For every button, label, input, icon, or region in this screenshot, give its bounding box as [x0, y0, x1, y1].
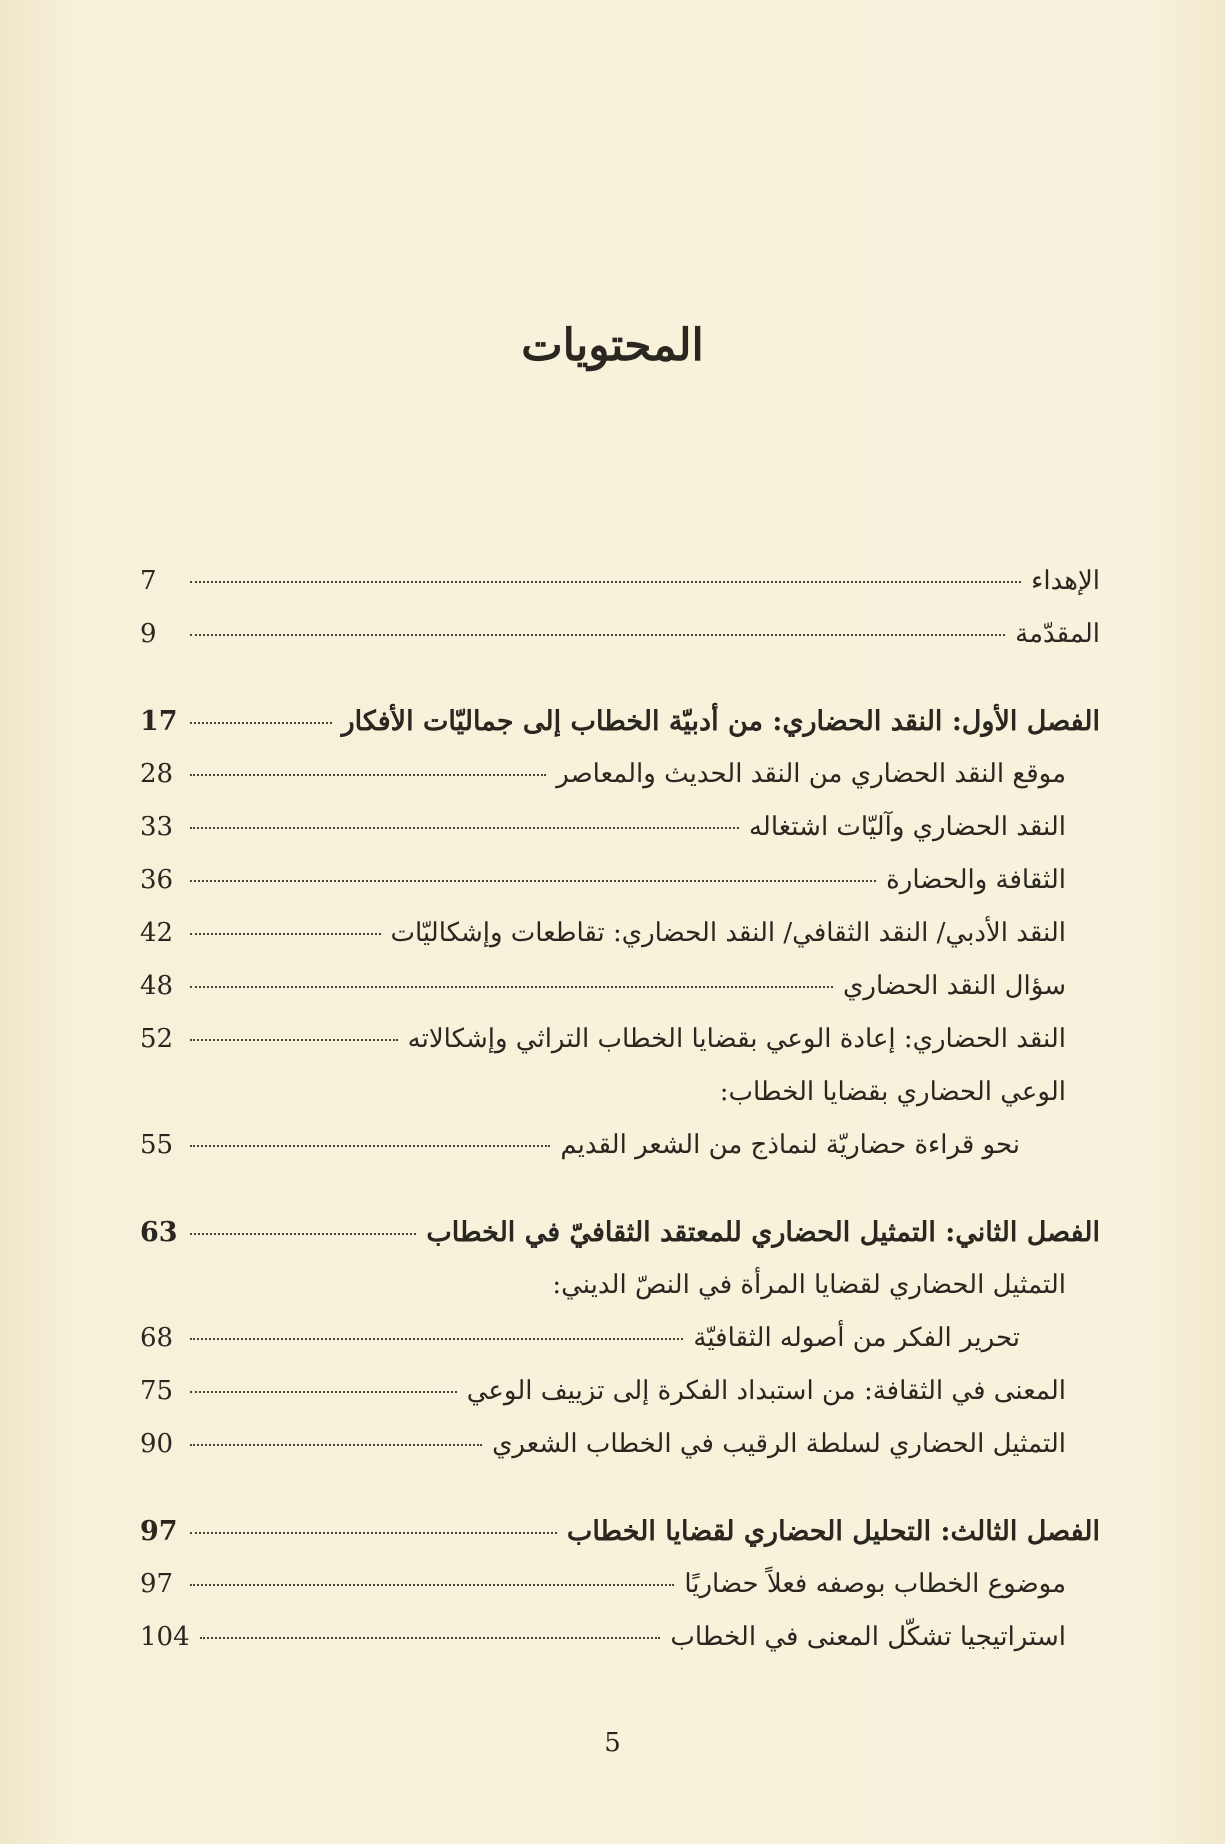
toc-entry-title: الفصل الأول: النقد الحضاري: من أدبيّة الخطاب إلى جماليّات الأفكار: [341, 706, 1100, 737]
toc-chapter-entry: [140, 695, 1100, 748]
toc-entry-title: تحرير الفكر من أصوله الثقافيّة: [693, 1323, 1020, 1353]
toc-entry-page: 63: [140, 1217, 178, 1248]
section-gap: [140, 1172, 1100, 1206]
dot-leader: [190, 1338, 683, 1340]
toc-entry-title: استراتيجيا تشكّل المعنى في الخطاب: [670, 1622, 1066, 1652]
toc-entry: [140, 854, 1100, 907]
toc-entry-title: التمثيل الحضاري لقضايا المرأة في النصّ الديني:: [552, 1270, 1066, 1300]
toc-entry-page: 7: [140, 566, 157, 596]
toc-entry: [140, 1558, 1100, 1611]
toc-entry: [140, 1259, 1100, 1312]
toc-entry: [140, 555, 1100, 608]
toc-entry-title: المقدّمة: [1015, 619, 1100, 649]
toc-entry-page: 52: [140, 1024, 174, 1054]
toc-entry-page: 97: [140, 1569, 174, 1599]
dot-leader: [190, 1444, 482, 1446]
toc-entry-title: النقد الحضاري وآليّات اشتغاله: [748, 812, 1066, 842]
dot-leader: [190, 986, 833, 988]
dot-leader: [190, 1039, 398, 1041]
toc-entry-title: الإهداء: [1031, 566, 1100, 596]
toc-entry-page: 97: [140, 1516, 178, 1547]
page-number: 5: [604, 1728, 621, 1758]
toc-entry-title: سؤال النقد الحضاري: [843, 971, 1066, 1001]
toc-entry: [140, 1066, 1100, 1119]
toc-entry-page: 48: [140, 971, 174, 1001]
dot-leader: [200, 1637, 661, 1639]
toc-entry-title: النقد الأدبي/ النقد الثقافي/ النقد الحضاري: تقاطعات وإشكاليّات: [390, 918, 1066, 948]
toc-entry-page: 90: [140, 1429, 174, 1459]
toc-entry: [140, 1611, 1100, 1664]
toc-entry-page: 55: [140, 1130, 174, 1160]
toc-entry-title: المعنى في الثقافة: من استبداد الفكرة إلى تزييف الوعي: [466, 1376, 1066, 1406]
toc-entry-page: 75: [140, 1376, 174, 1406]
dot-leader: [190, 1145, 550, 1147]
dot-leader: [190, 774, 546, 776]
dot-leader: [190, 581, 1021, 583]
dot-leader: [190, 880, 876, 882]
toc-entry: [140, 1013, 1100, 1066]
toc-entry-title: النقد الحضاري: إعادة الوعي بقضايا الخطاب التراثي وإشكالاته: [407, 1024, 1066, 1054]
toc-entry-page: 68: [140, 1323, 174, 1353]
toc-entry-title: الوعي الحضاري بقضايا الخطاب:: [719, 1077, 1066, 1107]
toc-entry-title: موقع النقد الحضاري من النقد الحديث والمعاصر: [556, 759, 1066, 789]
toc-entry-title: نحو قراءة حضاريّة لنماذج من الشعر القديم: [560, 1130, 1020, 1160]
toc-entry-title: التمثيل الحضاري لسلطة الرقيب في الخطاب الشعري: [492, 1429, 1066, 1459]
table-of-contents: [140, 555, 1100, 1664]
toc-chapter-entry: [140, 1206, 1100, 1259]
toc-entry-page: 9: [140, 619, 157, 649]
toc-entry: [140, 748, 1100, 801]
dot-leader: [190, 1584, 674, 1586]
toc-entry: [140, 608, 1100, 661]
toc-entry-page: 36: [140, 865, 174, 895]
dot-leader: [190, 1391, 457, 1393]
toc-entry-page: 42: [140, 918, 174, 948]
toc-entry: [140, 1365, 1100, 1418]
toc-chapter-entry: [140, 1505, 1100, 1558]
toc-entry-title: الفصل الثاني: التمثيل الحضاري للمعتقد الثقافيّ في الخطاب: [426, 1217, 1100, 1248]
dot-leader: [190, 933, 381, 935]
page-title: المحتويات: [521, 320, 704, 371]
toc-entry-page: 104: [140, 1622, 190, 1652]
toc-entry-title: الفصل الثالث: التحليل الحضاري لقضايا الخطاب: [566, 1516, 1100, 1547]
toc-entry-page: 17: [140, 706, 178, 737]
dot-leader: [190, 1532, 557, 1534]
toc-entry-title: موضوع الخطاب بوصفه فعلاً حضاريًا: [684, 1569, 1066, 1599]
section-gap: [140, 1471, 1100, 1505]
toc-entry: [140, 907, 1100, 960]
toc-entry-title: الثقافة والحضارة: [886, 865, 1066, 895]
dot-leader: [190, 722, 332, 724]
dot-leader: [190, 827, 739, 829]
toc-entry: [140, 1119, 1100, 1172]
toc-entry: [140, 1418, 1100, 1471]
toc-entry: [140, 801, 1100, 854]
dot-leader: [190, 634, 1005, 636]
toc-entry: [140, 960, 1100, 1013]
toc-entry: [140, 1312, 1100, 1365]
section-gap: [140, 661, 1100, 695]
toc-entry-page: 28: [140, 759, 174, 789]
toc-entry-page: 33: [140, 812, 174, 842]
dot-leader: [190, 1233, 416, 1235]
